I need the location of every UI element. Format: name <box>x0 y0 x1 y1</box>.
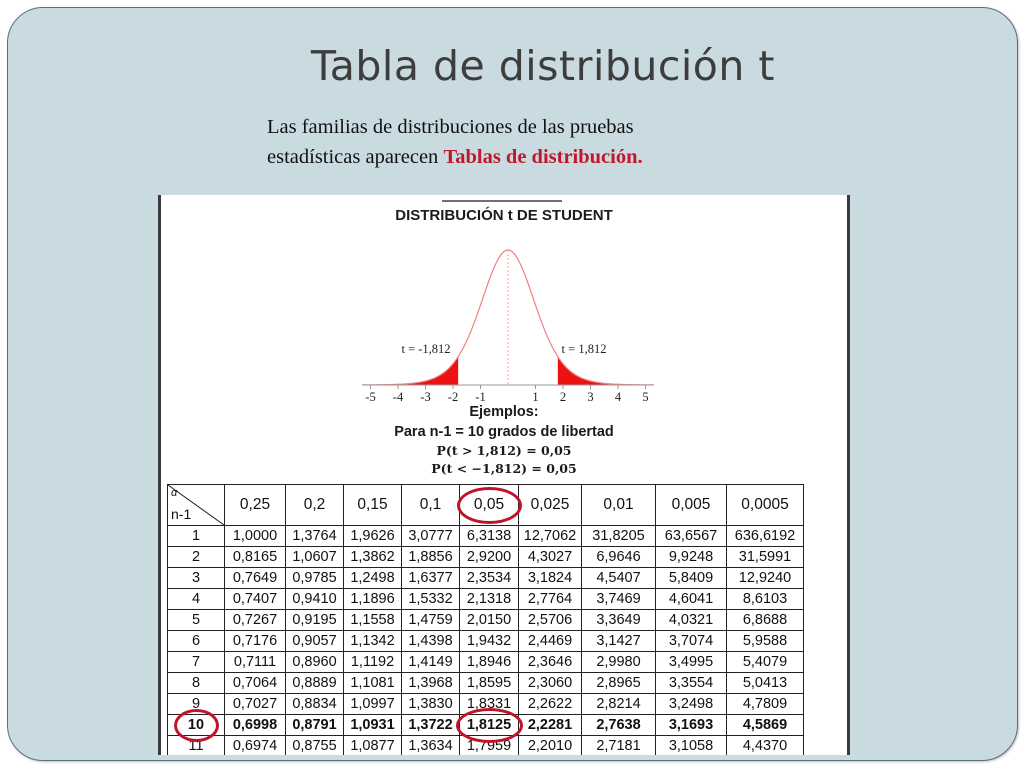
value-cell: 1,8856 <box>402 547 460 568</box>
x-tick-label: -1 <box>475 390 486 404</box>
df-cell: 1 <box>168 526 225 547</box>
value-cell: 3,1693 <box>656 715 727 736</box>
right-tail-area <box>558 357 654 385</box>
t-distribution-figure <box>158 195 850 755</box>
table-row <box>168 547 804 568</box>
value-cell: 1,3634 <box>402 736 460 756</box>
x-tick-label: 5 <box>642 390 649 404</box>
alpha-header: 0,01 <box>582 485 656 526</box>
value-cell: 12,9240 <box>727 568 804 589</box>
value-cell: 1,1558 <box>344 610 402 631</box>
value-cell: 2,3060 <box>519 673 582 694</box>
highlight-ring-value-18125 <box>456 708 523 743</box>
df-cell: 9 <box>168 694 225 715</box>
value-cell: 63,6567 <box>656 526 727 547</box>
alpha-header: 0,2 <box>286 485 344 526</box>
value-cell: 1,9626 <box>344 526 402 547</box>
value-cell: 0,9195 <box>286 610 344 631</box>
value-cell: 4,0321 <box>656 610 727 631</box>
value-cell: 2,3646 <box>519 652 582 673</box>
df-cell: 3 <box>168 568 225 589</box>
value-cell: 2,0150 <box>460 610 519 631</box>
value-cell: 31,5991 <box>727 547 804 568</box>
value-cell: 4,3027 <box>519 547 582 568</box>
alpha-header: 0,1 <box>402 485 460 526</box>
value-cell: 1,5332 <box>402 589 460 610</box>
value-cell: 0,6974 <box>225 736 286 756</box>
x-tick-label: 1 <box>532 390 539 404</box>
value-cell: 2,8965 <box>582 673 656 694</box>
value-cell: 1,8595 <box>460 673 519 694</box>
alpha-header: 0,15 <box>344 485 402 526</box>
value-cell: 5,9588 <box>727 631 804 652</box>
df-cell: 6 <box>168 631 225 652</box>
value-cell: 1,1896 <box>344 589 402 610</box>
value-cell: 5,0413 <box>727 673 804 694</box>
formula-left-tail: P(t < −1,812) = 0,05 <box>431 461 577 476</box>
value-cell: 2,3534 <box>460 568 519 589</box>
value-cell: 2,7181 <box>582 736 656 756</box>
value-cell: 0,8791 <box>286 715 344 736</box>
value-cell: 1,4759 <box>402 610 460 631</box>
value-cell: 0,7064 <box>225 673 286 694</box>
value-cell: 9,9248 <box>656 547 727 568</box>
x-tick-label: -4 <box>392 390 404 404</box>
table-row <box>168 526 804 547</box>
df-cell: 2 <box>168 547 225 568</box>
value-cell: 3,1824 <box>519 568 582 589</box>
value-cell: 3,2498 <box>656 694 727 715</box>
value-cell: 3,0777 <box>402 526 460 547</box>
table-row <box>168 589 804 610</box>
value-cell: 2,8214 <box>582 694 656 715</box>
df-cell: 8 <box>168 673 225 694</box>
value-cell: 1,1081 <box>344 673 402 694</box>
value-cell: 0,8960 <box>286 652 344 673</box>
value-cell: 1,3830 <box>402 694 460 715</box>
x-tick-label: -3 <box>420 390 431 404</box>
examples-title: Ejemplos: <box>469 404 539 420</box>
value-cell: 1,1192 <box>344 652 402 673</box>
value-cell: 1,3968 <box>402 673 460 694</box>
df-cell: 7 <box>168 652 225 673</box>
value-cell: 31,8205 <box>582 526 656 547</box>
df-cell: 5 <box>168 610 225 631</box>
t-curve-plot <box>158 195 850 405</box>
value-cell: 1,4149 <box>402 652 460 673</box>
value-cell: 0,7407 <box>225 589 286 610</box>
value-cell: 0,7111 <box>225 652 286 673</box>
intro-line-2 <box>267 142 787 172</box>
value-cell: 0,9410 <box>286 589 344 610</box>
table-row <box>168 631 804 652</box>
value-cell: 3,7074 <box>656 631 727 652</box>
value-cell: 3,3554 <box>656 673 727 694</box>
value-cell: 2,9980 <box>582 652 656 673</box>
value-cell: 4,5407 <box>582 568 656 589</box>
value-cell: 3,4995 <box>656 652 727 673</box>
value-cell: 1,2498 <box>344 568 402 589</box>
value-cell: 1,0997 <box>344 694 402 715</box>
table-corner-cell <box>168 485 225 526</box>
value-cell: 8,6103 <box>727 589 804 610</box>
value-cell: 0,7176 <box>225 631 286 652</box>
examples-line: Para n-1 = 10 grados de libertad <box>394 424 614 440</box>
value-cell: 1,3722 <box>402 715 460 736</box>
value-cell: 3,1427 <box>582 631 656 652</box>
value-cell: 2,1318 <box>460 589 519 610</box>
left-tail-area <box>362 357 458 385</box>
highlight-ring-alpha-005 <box>457 487 522 524</box>
value-cell: 1,6377 <box>402 568 460 589</box>
x-tick-label: -5 <box>365 390 376 404</box>
value-cell: 4,6041 <box>656 589 727 610</box>
df-cell: 11 <box>168 736 225 756</box>
intro-highlight: Tablas de distribución. <box>443 146 643 168</box>
table-row <box>168 673 804 694</box>
value-cell: 1,7959 <box>460 736 519 756</box>
value-cell: 0,9785 <box>286 568 344 589</box>
value-cell: 2,2622 <box>519 694 582 715</box>
alpha-header: 0,05 <box>460 485 519 526</box>
value-cell: 1,3862 <box>344 547 402 568</box>
value-cell: 2,2281 <box>519 715 582 736</box>
value-cell: 1,8946 <box>460 652 519 673</box>
value-cell: 4,7809 <box>727 694 804 715</box>
value-cell: 2,7638 <box>582 715 656 736</box>
df-cell: 4 <box>168 589 225 610</box>
left-critical-label: t = -1,812 <box>401 342 451 356</box>
value-cell: 0,7649 <box>225 568 286 589</box>
corner-alpha: α <box>171 487 178 499</box>
value-cell: 1,4398 <box>402 631 460 652</box>
value-cell: 1,0607 <box>286 547 344 568</box>
value-cell: 6,9646 <box>582 547 656 568</box>
value-cell: 0,8165 <box>225 547 286 568</box>
value-cell: 0,8889 <box>286 673 344 694</box>
value-cell: 2,7764 <box>519 589 582 610</box>
intro-line-1: Las familias de distribuciones de las pruebas <box>267 116 634 138</box>
value-cell: 1,8331 <box>460 694 519 715</box>
corner-df-label: n-1 <box>171 506 192 522</box>
value-cell: 3,3649 <box>582 610 656 631</box>
value-cell: 1,1342 <box>344 631 402 652</box>
value-cell: 2,4469 <box>519 631 582 652</box>
right-critical-label: t = 1,812 <box>561 342 607 356</box>
value-cell: 1,0931 <box>344 715 402 736</box>
value-cell: 4,5869 <box>727 715 804 736</box>
alpha-header: 0,005 <box>656 485 727 526</box>
value-cell: 636,6192 <box>727 526 804 547</box>
highlight-ring-df-10 <box>174 709 219 742</box>
examples-block <box>158 402 850 478</box>
value-cell: 5,8409 <box>656 568 727 589</box>
value-cell: 2,9200 <box>460 547 519 568</box>
value-cell: 3,1058 <box>656 736 727 756</box>
intro-text <box>267 112 787 172</box>
value-cell: 1,3764 <box>286 526 344 547</box>
table-row <box>168 652 804 673</box>
slide-title: Tabla de distribución t <box>311 42 775 90</box>
value-cell: 0,9057 <box>286 631 344 652</box>
value-cell: 0,8834 <box>286 694 344 715</box>
intro-line-2-prefix: estadísticas aparecen <box>267 146 444 168</box>
x-tick-label: 2 <box>559 390 567 404</box>
alpha-header: 0,025 <box>519 485 582 526</box>
value-cell: 2,5706 <box>519 610 582 631</box>
x-tick-label: 4 <box>614 390 622 404</box>
value-cell: 0,8755 <box>286 736 344 756</box>
x-tick-label: 3 <box>587 390 594 404</box>
x-tick-label: -2 <box>447 390 459 404</box>
value-cell: 2,2010 <box>519 736 582 756</box>
value-cell: 0,7027 <box>225 694 286 715</box>
df-cell: 10 <box>168 715 225 736</box>
value-cell: 1,9432 <box>460 631 519 652</box>
table-row <box>168 568 804 589</box>
table-row <box>168 610 804 631</box>
value-cell: 3,7469 <box>582 589 656 610</box>
value-cell: 0,7267 <box>225 610 286 631</box>
formula-right-tail: P(t > 1,812) = 0,05 <box>436 443 572 458</box>
value-cell: 12,7062 <box>519 526 582 547</box>
value-cell: 0,6998 <box>225 715 286 736</box>
figure-heading: DISTRIBUCIÓN t DE STUDENT <box>395 207 613 224</box>
value-cell: 1,0000 <box>225 526 286 547</box>
value-cell: 5,4079 <box>727 652 804 673</box>
alpha-header: 0,0005 <box>727 485 804 526</box>
value-cell: 6,8688 <box>727 610 804 631</box>
value-cell: 4,4370 <box>727 736 804 756</box>
alpha-header: 0,25 <box>225 485 286 526</box>
value-cell: 6,3138 <box>460 526 519 547</box>
value-cell: 1,0877 <box>344 736 402 756</box>
value-cell: 1,8125 <box>460 715 519 736</box>
